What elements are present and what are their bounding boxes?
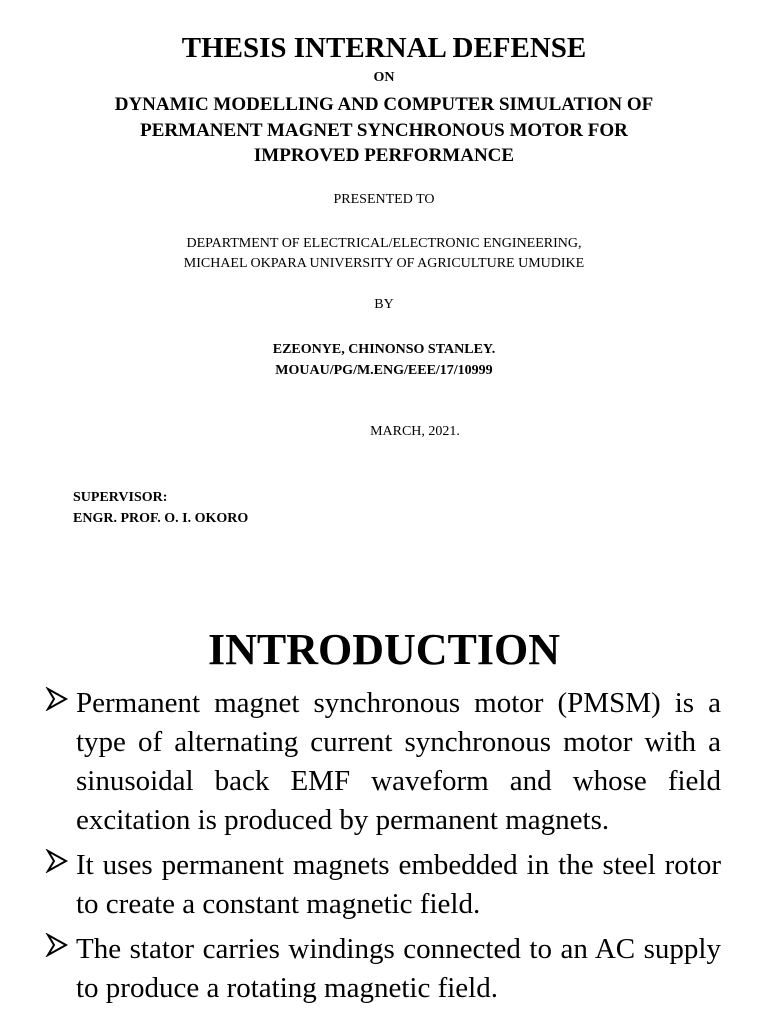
arrow-bullet-icon [45, 846, 71, 885]
thesis-subject-line: DYNAMIC MODELLING AND COMPUTER SIMULATION OF [114, 94, 654, 115]
arrow-bullet-icon [45, 930, 71, 969]
bullet-text: It uses permanent magnets embedded in the steel rotor to create a constant magnetic field. [76, 849, 721, 920]
author-block [0, 339, 768, 381]
list-item [45, 930, 721, 1008]
department-line: DEPARTMENT OF ELECTRICAL/ELECTRONIC ENGINEERING, [186, 236, 582, 251]
thesis-subject [70, 92, 698, 169]
on-label: ON [373, 70, 395, 85]
supervisor-name: ENGR. PROF. O. I. OKORO [73, 511, 249, 526]
university-line: MICHAEL OKPARA UNIVERSITY OF AGRICULTURE UMUDIKE [183, 256, 585, 271]
list-item [45, 846, 721, 924]
arrow-bullet-icon [45, 684, 71, 723]
department-block [0, 234, 768, 274]
author-name: EZEONYE, CHINONSO STANLEY. [272, 342, 496, 357]
thesis-subject-line: PERMANENT MAGNET SYNCHRONOUS MOTOR FOR [140, 119, 628, 141]
supervisor-block [73, 487, 473, 529]
by-label: BY [374, 297, 394, 312]
bullet-text: The stator carries windings connected to an AC supply to produce a rotating magnetic field. [76, 933, 721, 1004]
presented-to-label: PRESENTED TO [333, 192, 435, 207]
author-id: MOUAU/PG/M.ENG/EEE/17/10999 [275, 363, 493, 378]
introduction-bullets [45, 684, 721, 1014]
page-title: THESIS INTERNAL DEFENSE [181, 32, 587, 64]
introduction-heading: INTRODUCTION [207, 625, 561, 674]
thesis-subject-line: IMPROVED PERFORMANCE [253, 145, 515, 166]
supervisor-label: SUPERVISOR: [73, 490, 168, 505]
list-item [45, 684, 721, 840]
bullet-text: Permanent magnet synchronous motor (PMSM) is a type of alternating current synchronous motor with a sinusoidal back EMF waveform and whose field excitation is produced by permanent magnets. [76, 687, 721, 836]
presentation-date: MARCH, 2021. [370, 424, 460, 439]
